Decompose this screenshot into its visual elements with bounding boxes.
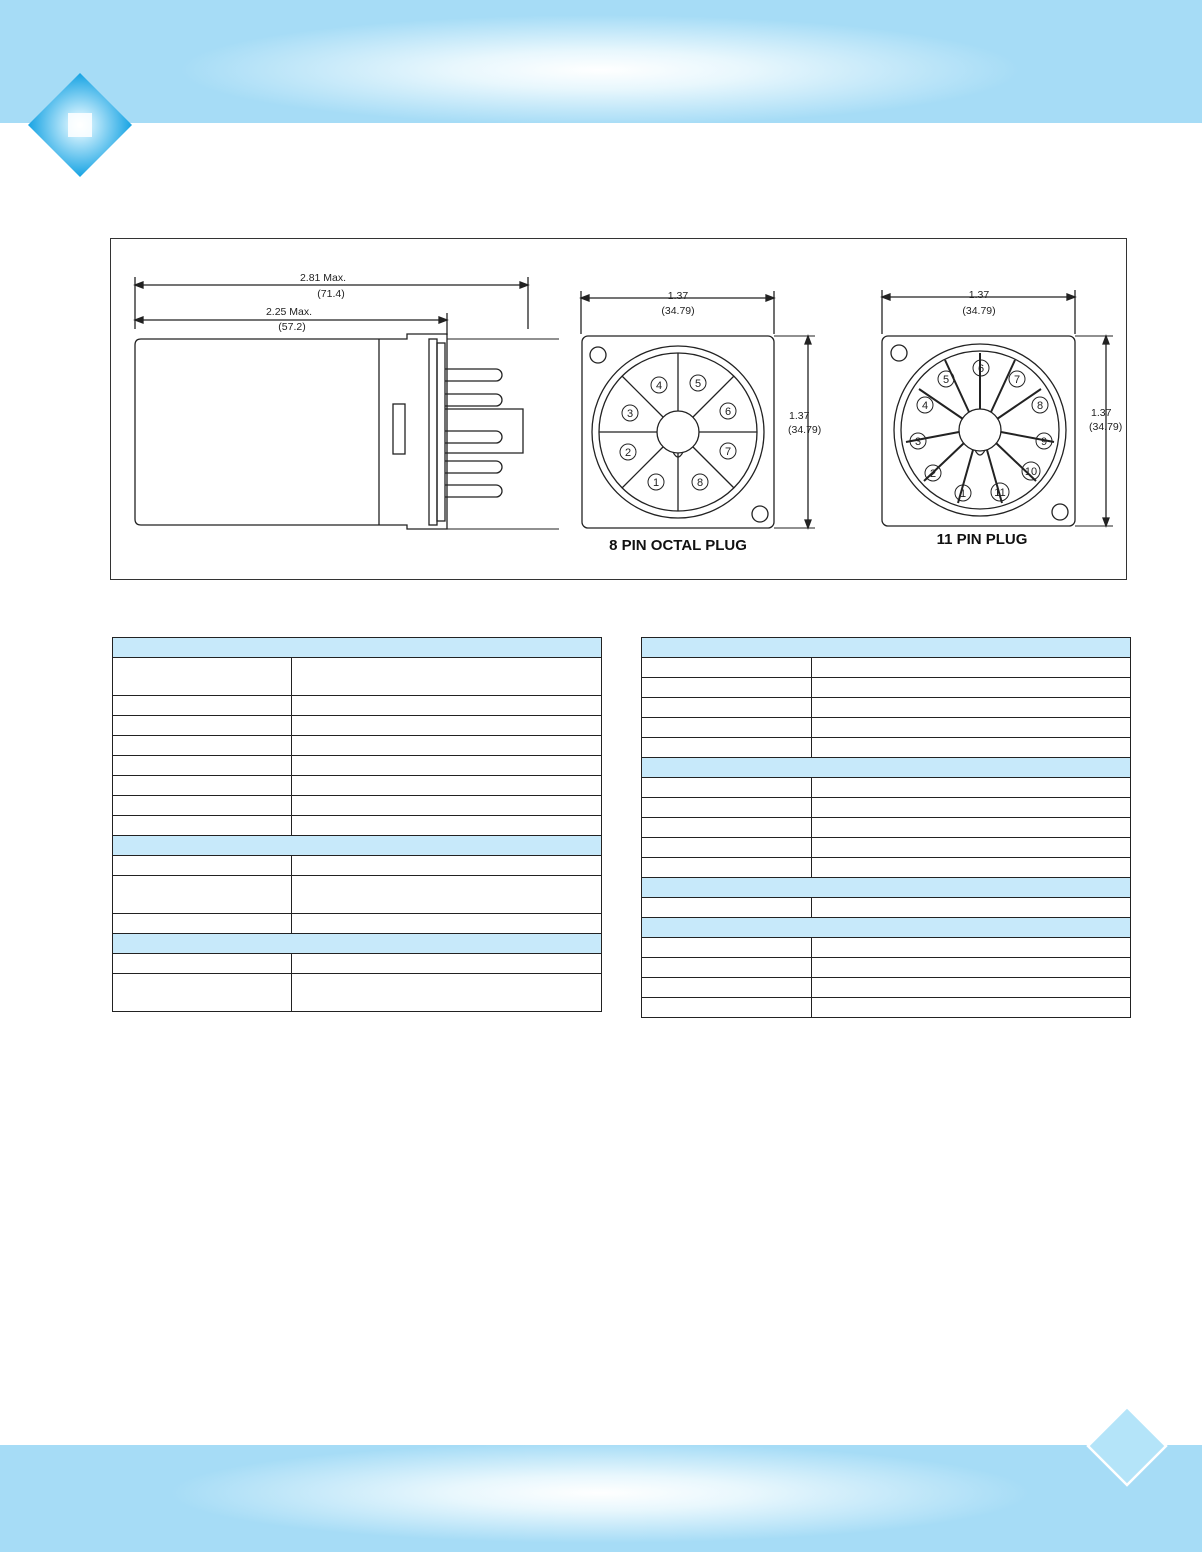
spec-label-cell [113,954,292,974]
spec-value-cell [812,818,1131,838]
spec-value-cell [292,796,602,816]
octal-pin-label: 3 [626,408,634,420]
table-row [113,658,602,696]
spec-label-cell [113,658,292,696]
spec-value-cell [292,696,602,716]
octal-plug-8-pin [581,291,815,528]
spec-label-cell [642,818,812,838]
section-header-cell [642,878,1131,898]
plug11-pin-label: 11 [994,487,1006,499]
spec-label-cell [642,798,812,818]
spec-label-cell [113,716,292,736]
overall-dim-label: 2.81 Max. [299,272,347,284]
overall-dim-mm-label: (71.4) [317,288,345,300]
section-header-cell [642,638,1131,658]
spec-value-cell [812,978,1131,998]
table-row [642,938,1131,958]
table-row [642,898,1131,918]
section-header-cell [642,758,1131,778]
spec-value-cell [292,974,602,1012]
table-row [113,756,602,776]
plug11-pin-label: 3 [914,436,922,448]
table-row [642,978,1131,998]
plug11-pin-label: 1 [959,488,967,500]
plug11-height-dim-mm: (34.79) [1089,421,1123,433]
spec-label-cell [113,856,292,876]
table-row [642,838,1131,858]
spec-value-cell [292,856,602,876]
spec-label-cell [113,776,292,796]
spec-value-cell [812,698,1131,718]
plug11-pin-label: 9 [1040,436,1048,448]
table-row [642,658,1131,678]
plug11-pin-label: 4 [921,400,929,412]
section-header-cell [113,934,602,954]
octal-width-dim: 1.37 [667,290,689,302]
spec-label-cell [642,658,812,678]
section-header-cell [642,918,1131,938]
spec-label-cell [642,978,812,998]
spec-label-cell [642,698,812,718]
body-dim-label: 2.25 Max. [265,306,313,318]
spec-value-cell [292,914,602,934]
section-header-row [113,638,602,658]
section-header-row [642,638,1131,658]
table-row [113,856,602,876]
spec-label-cell [642,718,812,738]
spec-label-cell [113,736,292,756]
plug11-height-dim: 1.37 [1091,407,1112,419]
spec-value-cell [812,838,1131,858]
spec-value-cell [812,998,1131,1018]
spec-label-cell [642,898,812,918]
table-row [642,738,1131,758]
plug11-pin-label: 8 [1036,400,1044,412]
table-row [113,716,602,736]
spec-label-cell [113,756,292,776]
octal-height-dim: 1.37 [789,410,810,422]
section-header-row [642,758,1131,778]
plug11-pin-label: 7 [1013,374,1021,386]
plug11-width-dim-mm: (34.79) [962,305,996,317]
spec-value-cell [292,816,602,836]
octal-pin-label: 4 [655,380,663,392]
table-row [642,858,1131,878]
table-row [113,796,602,816]
table-row [113,876,602,914]
octal-pin-label: 7 [724,446,732,458]
spec-value-cell [292,954,602,974]
table-row [642,798,1131,818]
table-row [642,998,1131,1018]
octal-pin-label: 6 [724,406,732,418]
octal-pin-label: 5 [694,378,702,390]
plug11-width-dim: 1.37 [968,289,990,301]
table-row [642,678,1131,698]
spec-value-cell [812,958,1131,978]
plug11-pin-label: 10 [1024,466,1038,478]
spec-value-cell [812,678,1131,698]
section-header-cell [113,638,602,658]
spec-value-cell [812,798,1131,818]
spec-label-cell [642,938,812,958]
spec-label-cell [113,696,292,716]
spec-label-cell [642,838,812,858]
table-row [642,958,1131,978]
spec-label-cell [113,816,292,836]
spec-value-cell [292,736,602,756]
spec-label-cell [642,738,812,758]
spec-value-cell [292,658,602,696]
plug11-pin-label: 5 [942,374,950,386]
table-row [642,718,1131,738]
section-header-row [113,836,602,856]
plug11-label: 11 PIN PLUG [936,531,1028,548]
body-dim-mm-label: (57.2) [278,321,306,333]
spec-value-cell [292,716,602,736]
table-row [113,974,602,1012]
spec-label-cell [642,958,812,978]
table-row [642,818,1131,838]
spec-label-cell [642,858,812,878]
octal-pin-label: 8 [696,477,704,489]
section-header-cell [113,836,602,856]
diamond-page-icon [1086,1405,1168,1487]
table-row [113,816,602,836]
left-spec-table [112,637,602,1012]
relay-side-view [135,277,559,529]
spec-label-cell [642,998,812,1018]
plug11-pin-label: 6 [977,363,985,375]
section-header-row [642,918,1131,938]
spec-label-cell [642,778,812,798]
spec-label-cell [113,974,292,1012]
table-row [642,778,1131,798]
spec-value-cell [292,776,602,796]
spec-value-cell [812,778,1131,798]
spec-value-cell [812,858,1131,878]
dimension-drawing [110,238,1127,580]
table-row [642,698,1131,718]
octal-pin-label: 1 [652,477,660,489]
spec-value-cell [812,938,1131,958]
right-spec-table [641,637,1131,1018]
section-header-row [642,878,1131,898]
spec-label-cell [113,914,292,934]
spec-value-cell [812,898,1131,918]
octal-pin-label: 2 [624,447,632,459]
section-header-row [113,934,602,954]
footer-band [0,1445,1202,1552]
spec-value-cell [292,756,602,776]
table-row [113,914,602,934]
octal-plug-label: 8 PIN OCTAL PLUG [609,537,747,554]
table-row [113,736,602,756]
plug11-pin-label: 2 [929,468,937,480]
spec-value-cell [812,718,1131,738]
table-row [113,954,602,974]
table-row [113,776,602,796]
spec-label-cell [113,876,292,914]
header-band [0,0,1202,123]
octal-width-dim-mm: (34.79) [661,305,695,317]
spec-value-cell [812,738,1131,758]
table-row [113,696,602,716]
octal-height-dim-mm: (34.79) [788,424,822,436]
spec-value-cell [292,876,602,914]
spec-label-cell [113,796,292,816]
spec-label-cell [642,678,812,698]
spec-value-cell [812,658,1131,678]
diamond-logo-icon [28,73,132,177]
